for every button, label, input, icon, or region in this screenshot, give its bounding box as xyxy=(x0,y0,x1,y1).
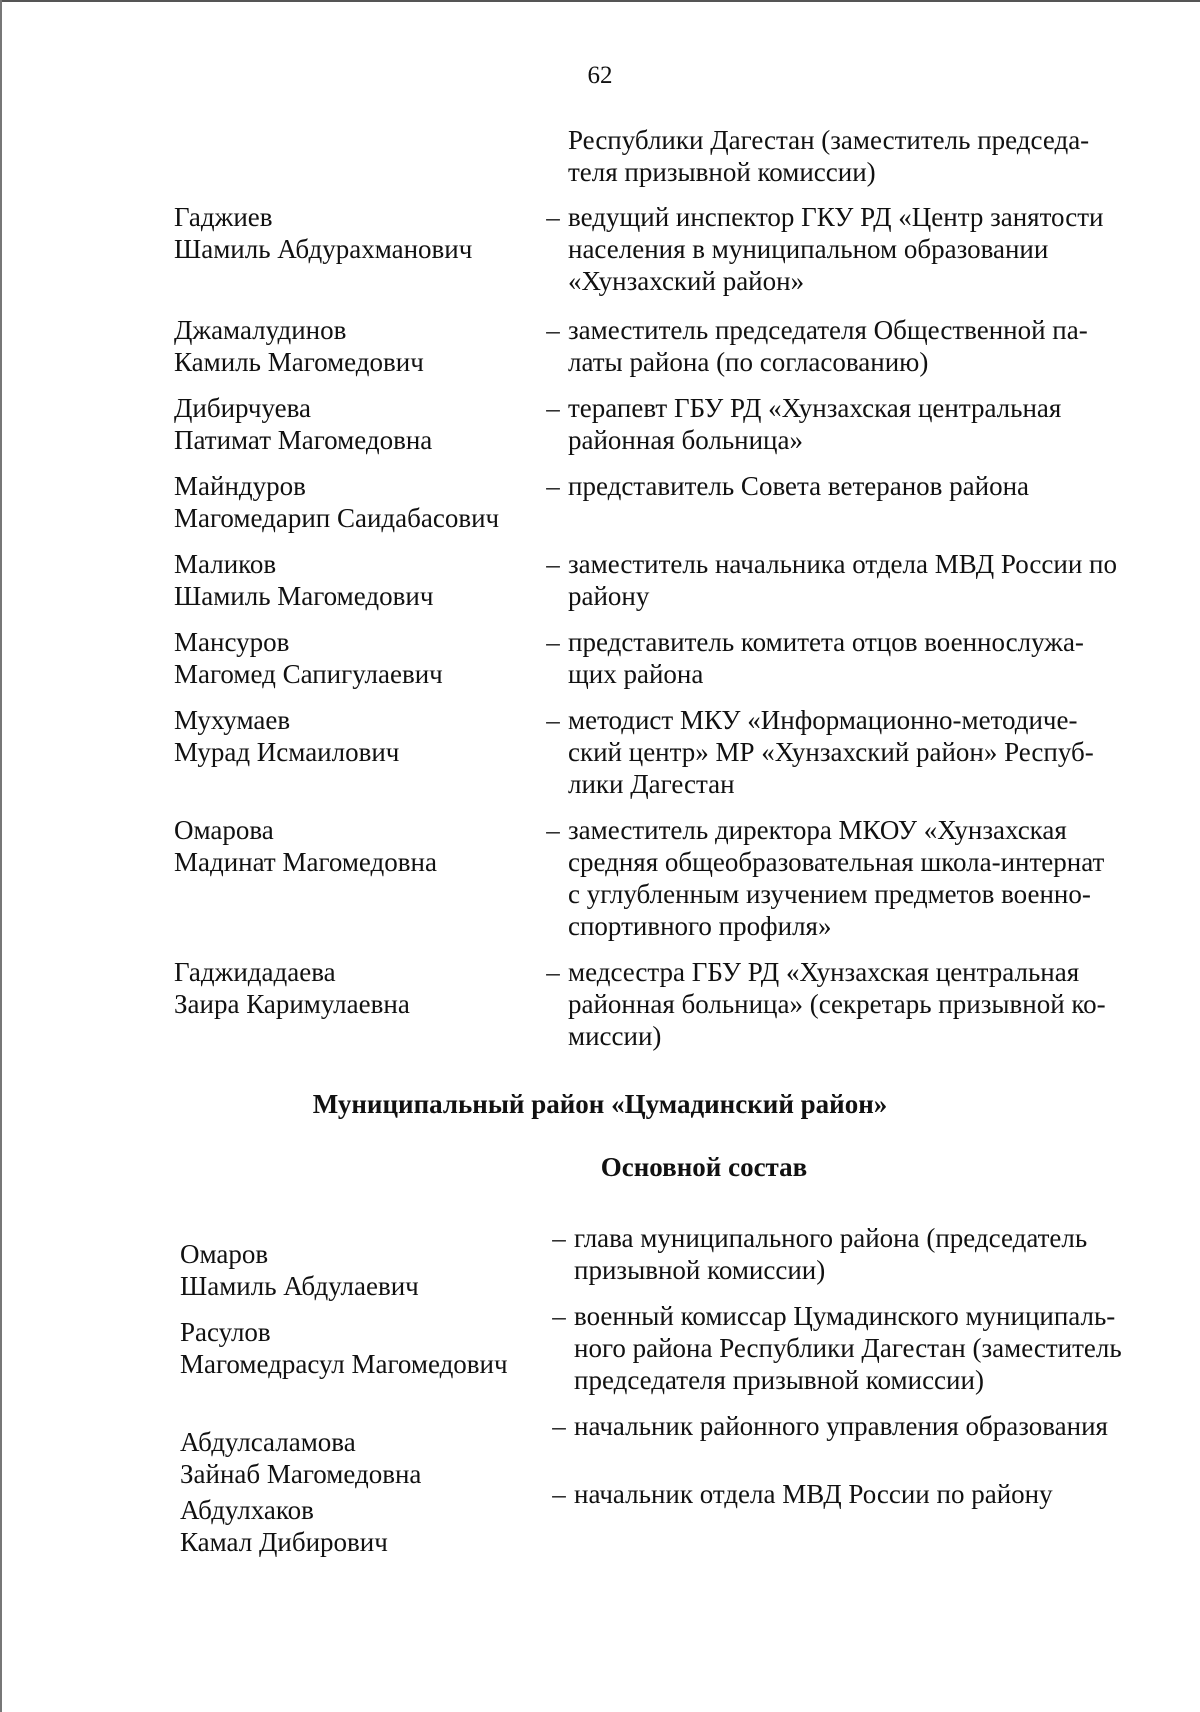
position-line: «Хунзахский район» xyxy=(568,266,805,296)
entry-dash: – xyxy=(552,1301,566,1331)
member-position xyxy=(568,626,1146,690)
member-surname: Джамалудинов xyxy=(174,315,347,345)
member-surname: Мухумаев xyxy=(174,705,291,735)
member-position xyxy=(568,956,1146,1052)
member-given-names: Мурад Исмаилович xyxy=(174,737,400,767)
position-line: представитель комитета отцов военнослужа- xyxy=(568,627,1084,657)
member-given-names: Магомедрасул Магомедович xyxy=(180,1349,508,1379)
member-surname: Мансуров xyxy=(174,627,290,657)
position-line: лики Дагестан xyxy=(568,769,735,799)
member-given-names: Камал Дибирович xyxy=(180,1527,388,1557)
entry-dash: – xyxy=(546,815,560,845)
member-given-names: Шамиль Абдулаевич xyxy=(180,1271,419,1301)
position-line: методист МКУ «Информационно-методиче- xyxy=(568,705,1078,735)
position-line: районная больница» xyxy=(568,425,803,455)
position-line: латы района (по согласованию) xyxy=(568,347,929,377)
member-name xyxy=(174,548,534,612)
member-name xyxy=(180,1316,540,1380)
member-surname: Дибирчуева xyxy=(174,393,311,423)
position-line: заместитель начальника отдела МВД России по xyxy=(568,549,1117,579)
scan-top-edge xyxy=(0,0,1200,2)
member-position xyxy=(574,1300,1150,1396)
member-position xyxy=(568,704,1146,800)
position-line: председателя призывной комиссии) xyxy=(574,1365,984,1395)
position-line: представитель Совета ветеранов района xyxy=(568,471,1030,501)
member-surname: Абдулхаков xyxy=(180,1495,314,1525)
continuation-text xyxy=(568,124,1146,188)
position-line: миссии) xyxy=(568,1021,662,1051)
member-name xyxy=(174,956,534,1020)
member-given-names: Зайнаб Магомедовна xyxy=(180,1459,422,1489)
position-line: району xyxy=(568,581,650,611)
continuation-line: Республики Дагестан (заместитель председа- xyxy=(568,125,1090,155)
position-line: призывной комиссии) xyxy=(574,1255,826,1285)
position-line: районная больница» (секретарь призывной ко- xyxy=(568,989,1106,1019)
member-surname: Маликов xyxy=(174,549,277,579)
entry-dash: – xyxy=(546,202,560,232)
subsection-title: Основной состав xyxy=(600,1152,808,1182)
position-line: военный комиссар Цумадинского муниципаль- xyxy=(574,1301,1116,1331)
entry-dash: – xyxy=(546,549,560,579)
section-title: Муниципальный район «Цумадинский район» xyxy=(312,1089,888,1119)
member-position xyxy=(568,201,1146,297)
member-given-names: Заира Каримулаевна xyxy=(174,989,410,1019)
member-surname: Майндуров xyxy=(174,471,306,501)
position-line: медсестра ГБУ РД «Хунзахская центральная xyxy=(568,957,1080,987)
member-name xyxy=(174,392,534,456)
member-surname: Омаров xyxy=(180,1239,269,1269)
member-position xyxy=(568,392,1146,456)
position-line: ский центр» МР «Хунзахский район» Респуб- xyxy=(568,737,1094,767)
member-given-names: Магомедарип Саидабасович xyxy=(174,503,500,533)
position-line: спортивного профиля» xyxy=(568,911,832,941)
position-line: заместитель председателя Общественной па- xyxy=(568,315,1088,345)
member-given-names: Мадинат Магомедовна xyxy=(174,847,437,877)
member-surname: Гаджидадаева xyxy=(174,957,336,987)
member-position xyxy=(574,1410,1150,1442)
page-number: 62 xyxy=(587,62,613,89)
entry-dash: – xyxy=(546,627,560,657)
member-name xyxy=(174,704,534,768)
entry-dash: – xyxy=(546,957,560,987)
entry-dash: – xyxy=(546,393,560,423)
entry-dash: – xyxy=(552,1479,566,1509)
member-surname: Расулов xyxy=(180,1317,271,1347)
continuation-line: теля призывной комиссии) xyxy=(568,157,876,187)
member-given-names: Шамиль Абдурахманович xyxy=(174,234,473,264)
member-name xyxy=(180,1494,540,1558)
member-position xyxy=(568,314,1146,378)
member-name xyxy=(174,314,534,378)
entry-dash: – xyxy=(552,1411,566,1441)
entry-dash: – xyxy=(546,315,560,345)
position-line: средняя общеобразовательная школа-интернат xyxy=(568,847,1105,877)
position-line: ного района Республики Дагестан (заместитель xyxy=(574,1333,1122,1363)
position-line: начальник отдела МВД России по району xyxy=(574,1479,1053,1509)
member-given-names: Шамиль Магомедович xyxy=(174,581,434,611)
position-line: щих района xyxy=(568,659,704,689)
member-name xyxy=(180,1238,540,1302)
member-position xyxy=(574,1222,1150,1286)
member-position xyxy=(568,548,1146,612)
member-given-names: Магомед Сапигулаевич xyxy=(174,659,443,689)
position-line: ведущий инспектор ГКУ РД «Центр занятости xyxy=(568,202,1104,232)
member-name xyxy=(174,814,534,878)
member-position xyxy=(568,470,1146,502)
member-name xyxy=(180,1426,540,1490)
member-name xyxy=(174,470,534,534)
member-given-names: Патимат Магомедовна xyxy=(174,425,433,455)
member-given-names: Камиль Магомедович xyxy=(174,347,424,377)
position-line: с углубленным изучением предметов военно- xyxy=(568,879,1091,909)
member-name xyxy=(174,626,534,690)
member-position xyxy=(568,814,1146,942)
entry-dash: – xyxy=(546,705,560,735)
scan-left-edge xyxy=(0,0,2,1712)
member-surname: Омарова xyxy=(174,815,274,845)
position-line: населения в муниципальном образовании xyxy=(568,234,1049,264)
member-name xyxy=(174,201,534,265)
entry-dash: – xyxy=(546,471,560,501)
position-line: терапевт ГБУ РД «Хунзахская центральная xyxy=(568,393,1062,423)
member-surname: Абдулсаламова xyxy=(180,1427,356,1457)
position-line: начальник районного управления образования xyxy=(574,1411,1108,1441)
position-line: глава муниципального района (председатель xyxy=(574,1223,1088,1253)
entry-dash: – xyxy=(552,1223,566,1253)
position-line: заместитель директора МКОУ «Хунзахская xyxy=(568,815,1067,845)
member-surname: Гаджиев xyxy=(174,202,273,232)
member-position xyxy=(574,1478,1150,1510)
